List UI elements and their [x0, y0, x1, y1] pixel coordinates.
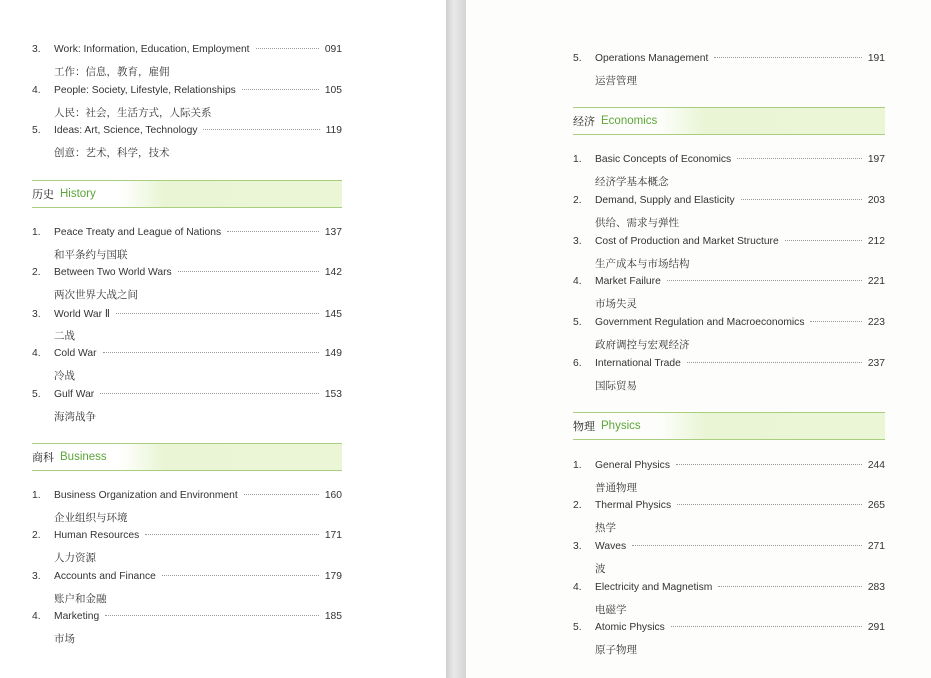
entry-number: 5. [573, 53, 582, 64]
toc-entry[interactable] [32, 85, 342, 125]
toc-entry[interactable] [32, 530, 342, 570]
section-title-chinese: 商科 [32, 451, 54, 464]
toc-entry[interactable] [32, 571, 342, 611]
section-header-bar [660, 108, 885, 134]
toc-entry[interactable] [32, 44, 342, 84]
entry-title: Atomic Physics [595, 622, 665, 633]
entry-number: 1. [32, 227, 41, 238]
entry-title: International Trade [595, 358, 681, 369]
dot-leader [741, 199, 862, 200]
toc-entry[interactable] [573, 622, 885, 662]
entry-number: 2. [573, 195, 582, 206]
entry-chinese-title: 两次世界大战之间 [54, 289, 138, 301]
entry-page-number: 145 [324, 309, 342, 320]
entry-title: Thermal Physics [595, 500, 672, 511]
right-page [466, 0, 931, 678]
toc-entry[interactable] [32, 389, 342, 429]
entry-number: 4. [573, 582, 582, 593]
entry-title: Cost of Production and Market Structure [595, 236, 779, 247]
entry-number: 3. [32, 44, 41, 55]
section-header-bar [660, 413, 885, 439]
entry-page-number: 265 [867, 500, 885, 511]
dot-leader [227, 231, 319, 232]
entry-title: Waves [595, 541, 627, 552]
section-title-english: Business [60, 451, 107, 463]
entry-chinese-title: 国际贸易 [595, 380, 637, 392]
section-title-english: History [60, 188, 96, 200]
dot-leader [145, 534, 319, 535]
entry-number: 5. [32, 389, 41, 400]
entry-page-number: 197 [867, 154, 885, 165]
section-header-history[interactable] [32, 180, 342, 208]
entry-number: 3. [573, 236, 582, 247]
toc-entry[interactable] [573, 236, 885, 276]
entry-number: 2. [32, 530, 41, 541]
entry-number: 4. [32, 85, 41, 96]
toc-entry[interactable] [573, 541, 885, 581]
entry-chinese-title: 二战 [54, 330, 75, 342]
section-title-chinese: 物理 [573, 420, 595, 433]
dot-leader [178, 271, 319, 272]
entry-page-number: 191 [867, 53, 885, 64]
entry-chinese-title: 账户和金融 [54, 593, 107, 605]
toc-entry[interactable] [573, 500, 885, 540]
entry-title: World War Ⅱ [54, 309, 110, 320]
entry-chinese-title: 人民：社会，生活方式，人际关系 [54, 107, 212, 119]
entry-page-number: 223 [867, 317, 885, 328]
entry-chinese-title: 波 [595, 563, 606, 575]
entry-title: Gulf War [54, 389, 95, 400]
toc-entry[interactable] [32, 267, 342, 307]
entry-number: 1. [573, 460, 582, 471]
dot-leader [162, 575, 319, 576]
dot-leader [242, 89, 319, 90]
entry-chinese-title: 普通物理 [595, 482, 637, 494]
entry-title: Government Regulation and Macroeconomics [595, 317, 805, 328]
entry-chinese-title: 人力资源 [54, 552, 96, 564]
dot-leader [785, 240, 862, 241]
entry-title: General Physics [595, 460, 670, 471]
entry-title: Demand, Supply and Elasticity [595, 195, 735, 206]
section-header-business[interactable] [32, 443, 342, 471]
toc-entry[interactable] [32, 490, 342, 530]
entry-page-number: 291 [867, 622, 885, 633]
entry-chinese-title: 原子物理 [595, 644, 637, 656]
entry-chinese-title: 政府调控与宏观经济 [595, 339, 690, 351]
entry-page-number: 105 [324, 85, 342, 96]
entry-page-number: 091 [324, 44, 342, 55]
entry-page-number: 283 [867, 582, 885, 593]
dot-leader [244, 494, 319, 495]
entry-chinese-title: 市场失灵 [595, 298, 637, 310]
dot-leader [116, 313, 319, 314]
entry-title: Cold War [54, 348, 97, 359]
entry-page-number: 153 [324, 389, 342, 400]
dot-leader [671, 626, 862, 627]
entry-number: 5. [32, 125, 41, 136]
entry-title: Operations Management [595, 53, 709, 64]
book-gutter [446, 0, 466, 678]
entry-chinese-title: 热学 [595, 522, 616, 534]
entry-chinese-title: 企业组织与环境 [54, 512, 128, 524]
dot-leader [687, 362, 862, 363]
entry-page-number: 185 [324, 611, 342, 622]
entry-number: 1. [32, 490, 41, 501]
dot-leader [632, 545, 862, 546]
entry-number: 1. [573, 154, 582, 165]
left-page [0, 0, 446, 678]
entry-page-number: 237 [867, 358, 885, 369]
dot-leader [810, 321, 861, 322]
toc-entry[interactable] [573, 276, 885, 316]
toc-entry[interactable] [573, 582, 885, 622]
toc-entry[interactable] [32, 308, 342, 348]
entry-page-number: 160 [324, 490, 342, 501]
entry-title: Market Failure [595, 276, 661, 287]
entry-page-number: 142 [324, 267, 342, 278]
toc-entry[interactable] [573, 195, 885, 235]
section-title-english: Economics [601, 115, 658, 127]
toc-entry[interactable] [32, 125, 342, 165]
entry-number: 4. [573, 276, 582, 287]
entry-number: 5. [573, 317, 582, 328]
section-header-economics[interactable] [573, 107, 885, 135]
dot-leader [714, 57, 861, 58]
entry-page-number: 137 [324, 227, 342, 238]
dot-leader [100, 393, 319, 394]
entry-title: Between Two World Wars [54, 267, 172, 278]
section-header-physics[interactable] [573, 412, 885, 440]
entry-page-number: 179 [324, 571, 342, 582]
toc-entry[interactable] [573, 460, 885, 500]
entry-page-number: 221 [867, 276, 885, 287]
entry-number: 4. [32, 348, 41, 359]
entry-number: 2. [32, 267, 41, 278]
entry-chinese-title: 工作：信息，教育，雇佣 [54, 66, 170, 78]
toc-entry[interactable] [573, 154, 885, 194]
entry-page-number: 119 [325, 125, 342, 136]
section-title-chinese: 历史 [32, 188, 54, 201]
dot-leader [718, 586, 861, 587]
section-header-bar [119, 181, 342, 207]
dot-leader [203, 129, 319, 130]
entry-number: 5. [573, 622, 582, 633]
entry-page-number: 171 [324, 530, 342, 541]
entry-chinese-title: 电磁学 [595, 604, 627, 616]
toc-entry[interactable] [573, 53, 885, 93]
entry-chinese-title: 供给、需求与弹性 [595, 217, 679, 229]
toc-entry[interactable] [573, 358, 885, 398]
entry-number: 6. [573, 358, 582, 369]
entry-number: 3. [573, 541, 582, 552]
entry-number: 2. [573, 500, 582, 511]
entry-title: Basic Concepts of Economics [595, 154, 732, 165]
section-title-english: Physics [601, 420, 641, 432]
entry-title: Human Resources [54, 530, 140, 541]
section-header-bar [119, 444, 342, 470]
entry-chinese-title: 创意：艺术，科学，技术 [54, 147, 170, 159]
entry-title: Electricity and Magnetism [595, 582, 713, 593]
entry-title: Ideas: Art, Science, Technology [54, 125, 198, 136]
entry-number: 4. [32, 611, 41, 622]
entry-page-number: 203 [867, 195, 885, 206]
entry-number: 3. [32, 571, 41, 582]
entry-chinese-title: 冷战 [54, 370, 75, 382]
section-title-chinese: 经济 [573, 115, 595, 128]
entry-chinese-title: 市场 [54, 633, 75, 645]
entry-title: Work: Information, Education, Employment [54, 44, 250, 55]
dot-leader [676, 464, 862, 465]
entry-chinese-title: 运营管理 [595, 75, 637, 87]
entry-title: People: Society, Lifestyle, Relationships [54, 85, 236, 96]
entry-title: Accounts and Finance [54, 571, 156, 582]
toc-entry[interactable] [32, 611, 342, 651]
entry-page-number: 149 [324, 348, 342, 359]
entry-title: Peace Treaty and League of Nations [54, 227, 222, 238]
dot-leader [677, 504, 862, 505]
entry-page-number: 244 [867, 460, 885, 471]
dot-leader [256, 48, 319, 49]
entry-chinese-title: 生产成本与市场结构 [595, 258, 690, 270]
entry-title: Marketing [54, 611, 100, 622]
entry-number: 3. [32, 309, 41, 320]
dot-leader [105, 615, 319, 616]
dot-leader [103, 352, 319, 353]
entry-chinese-title: 和平条约与国联 [54, 249, 128, 261]
toc-entry[interactable] [32, 348, 342, 388]
entry-page-number: 271 [867, 541, 885, 552]
entry-title: Business Organization and Environment [54, 490, 238, 501]
toc-entry[interactable] [573, 317, 885, 357]
entry-chinese-title: 经济学基本概念 [595, 176, 669, 188]
dot-leader [737, 158, 862, 159]
toc-entry[interactable] [32, 227, 342, 267]
entry-chinese-title: 海湾战争 [54, 411, 96, 423]
dot-leader [667, 280, 862, 281]
entry-page-number: 212 [867, 236, 885, 247]
